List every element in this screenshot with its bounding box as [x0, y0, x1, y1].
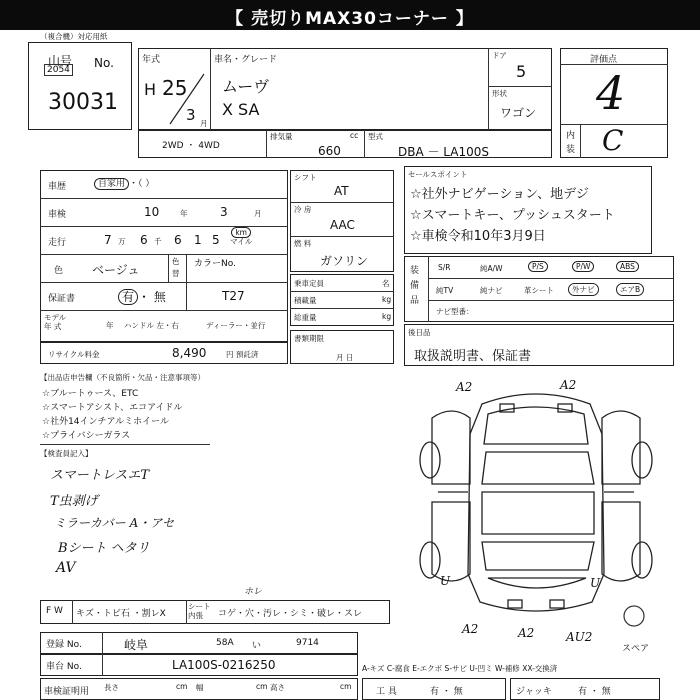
- inspector-note-2: T虫剥げ: [50, 494, 98, 509]
- history-label: 車歴: [48, 182, 67, 192]
- later-items-value: 取扱説明書、保証書: [414, 349, 532, 364]
- registration-num: 9714: [296, 638, 319, 648]
- grade-name: X SA: [222, 100, 260, 119]
- jack-label: ジャッキ: [516, 687, 552, 697]
- vehicle-info-box: [40, 170, 288, 342]
- drive-text: 2WD ・ 4WD: [162, 141, 220, 151]
- registration-label: 登録 No.: [46, 640, 82, 650]
- model-year-unit: 年: [106, 321, 114, 330]
- year-era: H: [144, 80, 157, 99]
- damage-mark-rear-center: A2: [518, 626, 535, 640]
- interior-label-1: 内: [566, 131, 576, 141]
- dent-mark-left: U: [440, 574, 451, 588]
- color-label: 色: [54, 266, 64, 276]
- color-change-2: 替: [172, 269, 180, 278]
- capacity-unit-1: 名: [382, 279, 390, 288]
- mileage-unit: km マイル: [230, 228, 253, 246]
- registration-pref: 岐阜: [124, 638, 149, 652]
- sales-points-label: セールスポイント: [408, 170, 468, 179]
- equip-ps: P/S: [528, 261, 548, 272]
- mileage-u2: 千: [154, 237, 162, 246]
- capacity-unit-3: kg: [382, 312, 392, 321]
- compat-note: （複合機）対応用紙: [40, 32, 108, 41]
- grade-score: 4: [596, 66, 626, 120]
- equip-aftermarket-navi: 外ナビ: [568, 283, 599, 296]
- ac-label: 冷 房: [294, 205, 312, 214]
- tools-label: 工 具: [376, 687, 397, 697]
- registration-class: 58A: [216, 638, 234, 648]
- doors-label: ドア: [492, 51, 507, 60]
- lot-no-label: No.: [94, 56, 114, 70]
- damage-mark-front-left: A2: [456, 380, 473, 394]
- sales-point-3: ☆車検令和10年3月9日: [410, 229, 546, 244]
- seat-handwritten-note: ホレ: [244, 587, 263, 597]
- navi-model-label: ナビ型番：: [436, 307, 474, 316]
- dent-mark-right: U: [590, 576, 601, 590]
- inspection-month: 3: [220, 205, 228, 219]
- recycle-label: リサイクル料金: [48, 350, 100, 359]
- exhibitor-note-3: ☆社外14インチアルミホイール: [42, 417, 169, 427]
- inspector-note-4: Bシート ヘタリ: [58, 541, 150, 556]
- model-code-label: 型式: [368, 132, 383, 141]
- ac-value: AAC: [330, 218, 355, 232]
- later-items-label: 後日品: [408, 328, 431, 337]
- shift-label: シフト: [294, 173, 317, 182]
- equip-leather: 革シート: [524, 286, 554, 295]
- doors-value: 5: [516, 62, 527, 81]
- equipment-label: 装 備 品: [410, 266, 420, 306]
- sales-point-2: ☆スマートキー、プッシュスタート: [410, 208, 615, 223]
- history-value: 自家用 ・（ ）: [94, 176, 154, 189]
- damage-mark-rear-right: AU2: [566, 630, 593, 644]
- color-code: T27: [222, 289, 245, 303]
- cert-height: 高さ: [270, 683, 285, 692]
- doc-deadline-unit: 月 日: [336, 353, 354, 362]
- warranty-value: 有 ・ 無: [118, 288, 166, 305]
- cert-label: 車検証明用: [44, 687, 90, 697]
- recycle-value: 8,490: [172, 346, 207, 360]
- equip-abs: ABS: [616, 261, 639, 272]
- damage-mark-front-right: A2: [560, 378, 577, 392]
- cert-height-unit: cm: [340, 682, 352, 691]
- equip-navi: 純ナビ: [480, 286, 503, 295]
- mileage-d2: 6: [140, 233, 148, 247]
- grade-label: 評価点: [590, 55, 618, 65]
- lot-box: [28, 42, 132, 130]
- fuel-label: 燃 料: [294, 239, 312, 248]
- seat-label: シート 内張: [188, 602, 211, 620]
- inspector-note-1: スマートレスエT: [50, 468, 150, 483]
- exhibitor-note-4: ☆プライバシーガラス: [42, 431, 131, 441]
- handle-side: ハンドル 左・右: [124, 321, 179, 330]
- model-name: ムーヴ: [222, 77, 270, 96]
- capacity-label-1: 乗車定員: [294, 279, 324, 288]
- mileage-d1: 7: [104, 233, 112, 247]
- color-change-1: 色: [172, 257, 180, 266]
- exhibitor-notes-label: 【出品店申告欄（不良箇所・欠品・注意事項等）: [40, 373, 205, 382]
- spare-tire-icon: [622, 604, 646, 628]
- capacity-label-2: 積載量: [294, 296, 317, 305]
- inspector-note-5: AV: [56, 560, 76, 576]
- mileage-u1: 万: [118, 237, 126, 246]
- shape-label: 形状: [492, 89, 507, 98]
- fw-flaws: キズ・トビ石 ・割レX: [76, 609, 166, 619]
- displacement-unit: cc: [350, 131, 359, 140]
- year-label: 年式: [142, 55, 161, 65]
- year-month-unit: 月: [200, 119, 208, 128]
- year-value: 25: [162, 76, 188, 100]
- chassis-label: 車台 No.: [46, 662, 82, 672]
- exhibitor-note-2: ☆スマートアシスト、エコアイドル: [42, 403, 183, 413]
- chassis-value: LA100S-0216250: [172, 658, 276, 672]
- shift-value: AT: [334, 184, 349, 198]
- fw-label: F W: [46, 606, 63, 616]
- color-value: ベージュ: [92, 263, 140, 277]
- equip-sunroof: S/R: [438, 263, 451, 272]
- capacity-label-3: 総重量: [294, 313, 317, 322]
- shape-value: ワゴン: [500, 106, 537, 120]
- registration-kana: い: [252, 641, 262, 651]
- name-label: 車名・グレード: [214, 55, 278, 65]
- equip-pw: P/W: [572, 261, 594, 272]
- mileage-d3: 6: [174, 233, 182, 247]
- sales-point-1: ☆社外ナビゲーション、地デジ: [410, 187, 589, 202]
- inspection-year-unit: 年: [180, 209, 188, 218]
- spare-label: スペア: [622, 644, 650, 654]
- cert-length: 長さ: [104, 683, 119, 692]
- doc-deadline-label: 書類期限: [294, 334, 324, 343]
- exhibitor-note-1: ☆ブルートゥース、ETC: [42, 389, 139, 399]
- lot-sub: 2054: [44, 64, 73, 76]
- equip-alloy: 純A/W: [480, 264, 503, 273]
- jack-value: 有 ・ 無: [578, 687, 611, 697]
- color-code-label: カラーNo.: [194, 259, 236, 269]
- mileage-d5: 5: [212, 233, 220, 247]
- displacement-label: 排気量: [270, 132, 293, 141]
- capacity-unit-2: kg: [382, 295, 392, 304]
- inspector-note-3: ミラーカバー A・アセ: [54, 516, 175, 530]
- warranty-label: 保証書: [48, 294, 76, 304]
- damage-legend: A-キズ C-腐食 E-エクボ S-サビ U-凹ミ W-補修 XX-交換済: [362, 664, 558, 673]
- car-diagram: [412, 374, 660, 628]
- inspection-month-unit: 月: [254, 209, 262, 218]
- inspection-label: 車検: [48, 210, 67, 220]
- dealer-type: ディーラー・並行: [206, 321, 266, 330]
- seat-flaws: コゲ・穴・汚レ・シミ・破レ・スレ: [218, 609, 363, 619]
- mileage-d4: 1: [194, 233, 202, 247]
- damage-mark-rear-left: A2: [462, 622, 479, 636]
- lot-prefix: 山号: [48, 54, 73, 68]
- inspector-notes-label: 【検査員記入】: [40, 449, 93, 458]
- cert-width-unit: cm: [256, 682, 268, 691]
- fuel-value: ガソリン: [320, 254, 369, 268]
- equip-tv: 純TV: [436, 286, 454, 295]
- equip-airbag: エアB: [616, 283, 644, 296]
- displacement-value: 660: [318, 144, 341, 158]
- interior-grade: C: [602, 124, 624, 157]
- inspection-year: 10: [144, 205, 160, 219]
- cert-length-unit: cm: [176, 682, 188, 691]
- interior-label-2: 装: [566, 145, 576, 155]
- mileage-label: 走行: [48, 238, 67, 248]
- year-month: 3: [186, 106, 196, 124]
- banner-title: 【 売切りMAX30コーナー 】: [226, 9, 474, 29]
- tools-value: 有 ・ 無: [430, 687, 463, 697]
- lot-number: 30031: [48, 90, 118, 115]
- cert-width: 幅: [196, 683, 204, 692]
- model-year-label: モデル 年 式: [44, 313, 67, 331]
- model-code-value: DBA － LA100S: [398, 145, 490, 159]
- recycle-unit: 円 預託済: [226, 350, 259, 359]
